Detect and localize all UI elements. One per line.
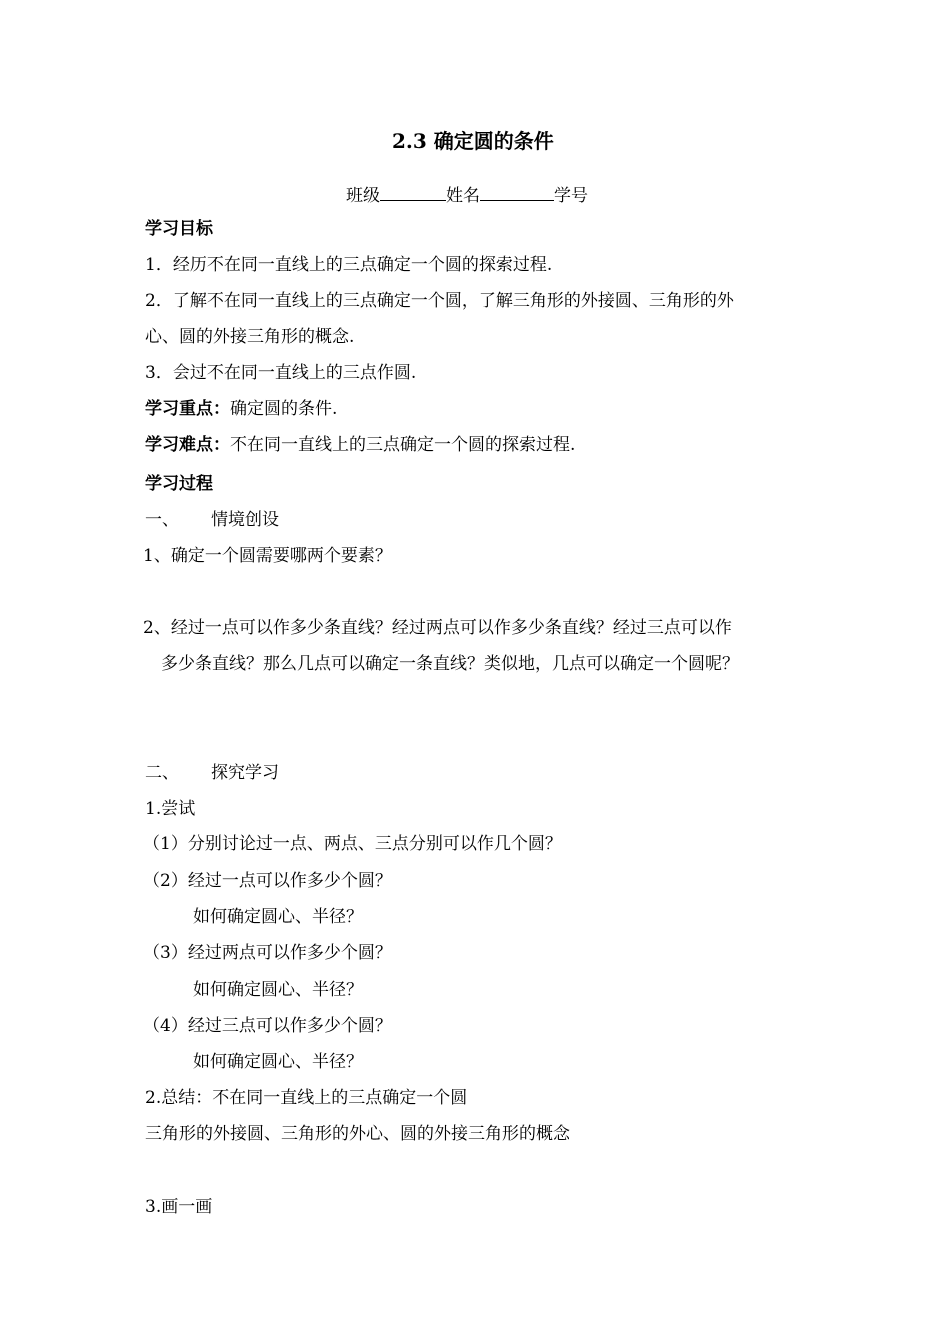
id-label: 学号 bbox=[554, 186, 588, 206]
try-heading: 1.尝试 bbox=[145, 799, 196, 819]
summary-sub-line: 三角形的外接圆、三角形的外心、圆的外接三角形的概念 bbox=[145, 1124, 570, 1144]
try-question-4-sub: 如何确定圆心、半径？ bbox=[193, 1052, 363, 1072]
process-heading: 学习过程 bbox=[145, 474, 213, 494]
try-question-4: （4）经过三点可以作多少个圆？ bbox=[143, 1016, 392, 1036]
difficulty-text: 不在同一直线上的三点确定一个圆的探索过程. bbox=[230, 435, 576, 455]
objective-item: 3．会过不在同一直线上的三点作圆. bbox=[145, 363, 417, 383]
section1-title: 情境创设 bbox=[211, 510, 279, 530]
section1-number: 一、 bbox=[145, 510, 179, 530]
try-question-2-sub: 如何确定圆心、半径？ bbox=[193, 907, 363, 927]
section2-heading bbox=[145, 762, 279, 784]
objective-item: 2．了解不在同一直线上的三点确定一个圆，了解三角形的外接圆、三角形的外 bbox=[145, 291, 734, 311]
try-question-2: （2）经过一点可以作多少个圆？ bbox=[143, 871, 392, 891]
difficulty-label: 学习难点： bbox=[145, 435, 230, 455]
objective-item: 1．经历不在同一直线上的三点确定一个圆的探索过程. bbox=[145, 255, 553, 275]
section1-question-2-cont: 多少条直线？那么几点可以确定一条直线？类似地，几点可以确定一个圆呢？ bbox=[161, 654, 739, 674]
summary-line: 2.总结：不在同一直线上的三点确定一个圆 bbox=[145, 1088, 468, 1108]
section1-question-2: 2、经过一点可以作多少条直线？经过两点可以作多少条直线？经过三点可以作 bbox=[143, 618, 732, 638]
difficulty-line bbox=[145, 434, 575, 456]
student-info-line bbox=[346, 182, 588, 207]
section2-title: 探究学习 bbox=[211, 763, 279, 783]
key-point-text: 确定圆的条件. bbox=[230, 399, 338, 419]
class-label: 班级 bbox=[346, 186, 380, 206]
try-question-3: （3）经过两点可以作多少个圆？ bbox=[143, 943, 392, 963]
section1-question-1: 1、确定一个圆需要哪两个要素？ bbox=[143, 546, 392, 566]
key-point-label: 学习重点： bbox=[145, 399, 230, 419]
objectives-heading: 学习目标 bbox=[145, 219, 213, 239]
name-blank bbox=[480, 182, 554, 201]
section1-heading bbox=[145, 509, 279, 531]
try-question-3-sub: 如何确定圆心、半径？ bbox=[193, 980, 363, 1000]
objective-item: 心、圆的外接三角形的概念. bbox=[145, 327, 355, 347]
draw-heading: 3.画一画 bbox=[145, 1197, 213, 1217]
key-point-line bbox=[145, 398, 337, 420]
name-label: 姓名 bbox=[446, 186, 480, 206]
page-title: 2.3 确定圆的条件 bbox=[392, 129, 554, 153]
section2-number: 二、 bbox=[145, 763, 179, 783]
class-blank bbox=[380, 182, 446, 201]
try-question-1: （1）分别讨论过一点、两点、三点分别可以作几个圆？ bbox=[143, 834, 562, 854]
